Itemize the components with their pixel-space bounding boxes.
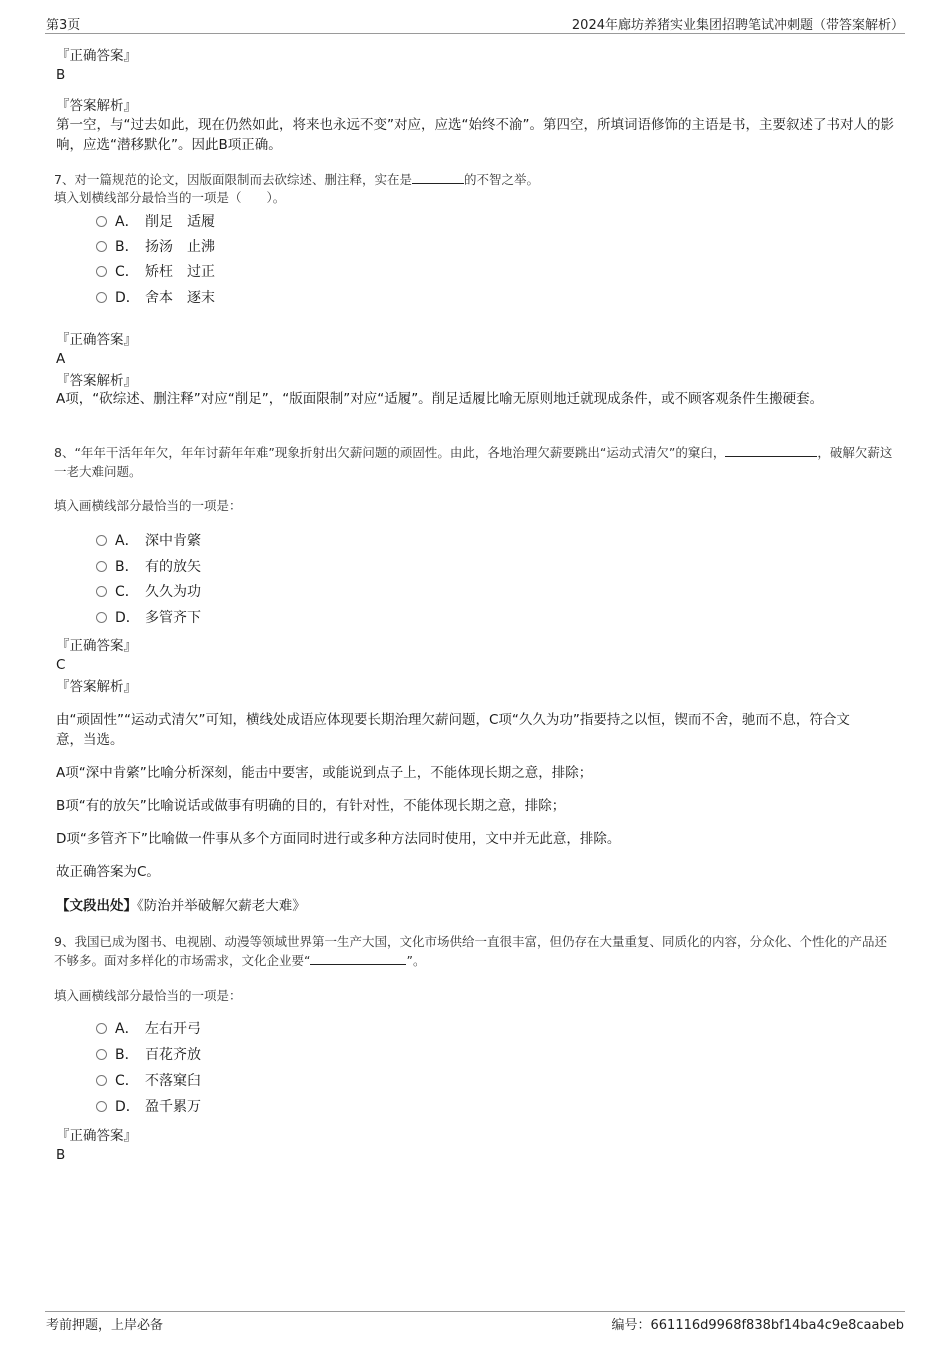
question-8-stem [54, 443, 898, 481]
q9-option-a[interactable]: A． 左右开弓 [96, 1019, 201, 1039]
stem-part-b: ”。 [406, 953, 426, 968]
doc-title: 2024年廊坊养猪实业集团招聘笔试冲刺题（带答案解析） [571, 18, 904, 33]
answer-blank [412, 171, 464, 184]
radio-icon[interactable] [96, 535, 107, 546]
radio-icon[interactable] [96, 1049, 107, 1060]
q7-option-d[interactable]: D． 舍本 逐末 [96, 288, 215, 308]
radio-icon[interactable] [96, 241, 107, 252]
source-title: 《防治并举破解欠薪老大难》 [137, 898, 306, 914]
q9-option-d[interactable]: D． 盈千累万 [96, 1097, 201, 1117]
radio-icon[interactable] [96, 612, 107, 623]
q7-answer-value: A [56, 351, 66, 367]
analysis-label: 『答案解析』 [56, 98, 137, 114]
q7-analysis-text: A项，“砍综述、删注释”对应“削足”，“版面限制”对应“适履”。削足适履比喻无原则地迁就现成条件，或不顾客观条件生搬硬套。 [56, 391, 824, 407]
code-label: 编号： [611, 1318, 651, 1333]
stem-part-a: 7、对一篇规范的论文，因版面限制而去砍综述、删注释，实在是 [54, 172, 412, 187]
q8-analysis-p2: A项“深中肯綮”比喻分析深刻，能击中要害，或能说到点子上，不能体现长期之意，排除； [56, 765, 593, 781]
q9-answer-value: B [56, 1147, 66, 1163]
radio-icon[interactable] [96, 292, 107, 303]
radio-icon[interactable] [96, 586, 107, 597]
footer-code [612, 1314, 905, 1333]
q8-option-a[interactable]: A． 深中肯綮 [96, 531, 201, 551]
answer-blank [725, 444, 817, 457]
header-rule [45, 33, 905, 34]
radio-icon[interactable] [96, 266, 107, 277]
q8-source [56, 896, 306, 916]
code-value: 661116d9968f838bf14ba4c9e8caabeb [650, 1318, 904, 1333]
q7-option-b[interactable]: B． 扬汤 止沸 [96, 237, 215, 257]
radio-icon[interactable] [96, 561, 107, 572]
radio-icon[interactable] [96, 1075, 107, 1086]
analysis-text: 第一空，与“过去如此，现在仍然如此，将来也永远不变”对应，应选“始终不渝”。第四空，所填词语修饰的主语是书，主要叙述了书对人的影响，应选“潜移默化”。因此B项正确。 [56, 117, 894, 153]
q9-option-b[interactable]: B． 百花齐放 [96, 1045, 201, 1065]
q9-option-c[interactable]: C． 不落窠臼 [96, 1071, 201, 1091]
q8-analysis-p3: B项“有的放矢”比喻说话或做事有明确的目的，有针对性，不能体现长期之意，排除； [56, 798, 566, 814]
question-7-stem [54, 170, 539, 189]
q8-analysis-p5: 故正确答案为C。 [56, 864, 160, 880]
q7-option-a[interactable]: A． 削足 适履 [96, 212, 215, 232]
q8-answer-value: C [56, 657, 66, 673]
answer-blank [310, 952, 406, 965]
q8-analysis-p1: 由“顽固性”“运动式清欠”可知，横线处成语应体现要长期治理欠薪问题，C项“久久为功”指要持之以恒，锲而不舍，驰而不息，符合文意，当选。 [56, 712, 850, 748]
stem-part-a: 9、我国已成为图书、电视剧、动漫等领域世界第一生产大国，文化市场供给一直很丰富，但仍存在大量重复、同质化的内容，分众化、个性化的产品还不够多。面对多样化的市场需求，文化企业要“ [54, 934, 887, 968]
radio-icon[interactable] [96, 1023, 107, 1034]
question-9-stem [54, 932, 898, 970]
q8-option-b[interactable]: B． 有的放矢 [96, 557, 201, 577]
footer-rule [45, 1311, 905, 1312]
q8-answer-label: 『正确答案』 [56, 638, 137, 654]
footer-slogan: 考前押题，上岸必备 [46, 1318, 164, 1333]
q8-option-d[interactable]: D． 多管齐下 [96, 608, 201, 628]
radio-icon[interactable] [96, 1101, 107, 1112]
answer-label: 『正确答案』 [56, 48, 137, 64]
answer-value: B [56, 67, 66, 83]
question-8-instruction: 填入画横线部分最恰当的一项是： [54, 498, 242, 513]
radio-icon[interactable] [96, 216, 107, 227]
q9-answer-label: 『正确答案』 [56, 1128, 137, 1144]
stem-part-a: 8、“年年干活年年欠，年年讨薪年年难”现象折射出欠薪问题的顽固性。由此，各地治理欠薪要跳出“运动式清欠”的窠臼， [54, 445, 726, 460]
question-9-instruction: 填入画横线部分最恰当的一项是： [54, 988, 242, 1003]
q7-option-c[interactable]: C． 矫枉 过正 [96, 262, 215, 282]
q7-answer-label: 『正确答案』 [56, 332, 137, 348]
stem-part-b: ，破解欠薪这一老大难问题。 [54, 445, 893, 479]
page-number: 第3页 [46, 18, 81, 33]
source-label: 【文段出处】 [56, 898, 137, 914]
question-7-instruction: 填入划横线部分最恰当的一项是（ ）。 [54, 190, 286, 205]
q8-analysis-p4: D项“多管齐下”比喻做一件事从多个方面同时进行或多种方法同时使用，文中并无此意，排除。 [56, 831, 621, 847]
q8-option-c[interactable]: C． 久久为功 [96, 582, 201, 602]
q7-analysis-label: 『答案解析』 [56, 373, 137, 389]
stem-part-b: 的不智之举。 [463, 172, 539, 187]
q8-analysis-label: 『答案解析』 [56, 679, 137, 695]
